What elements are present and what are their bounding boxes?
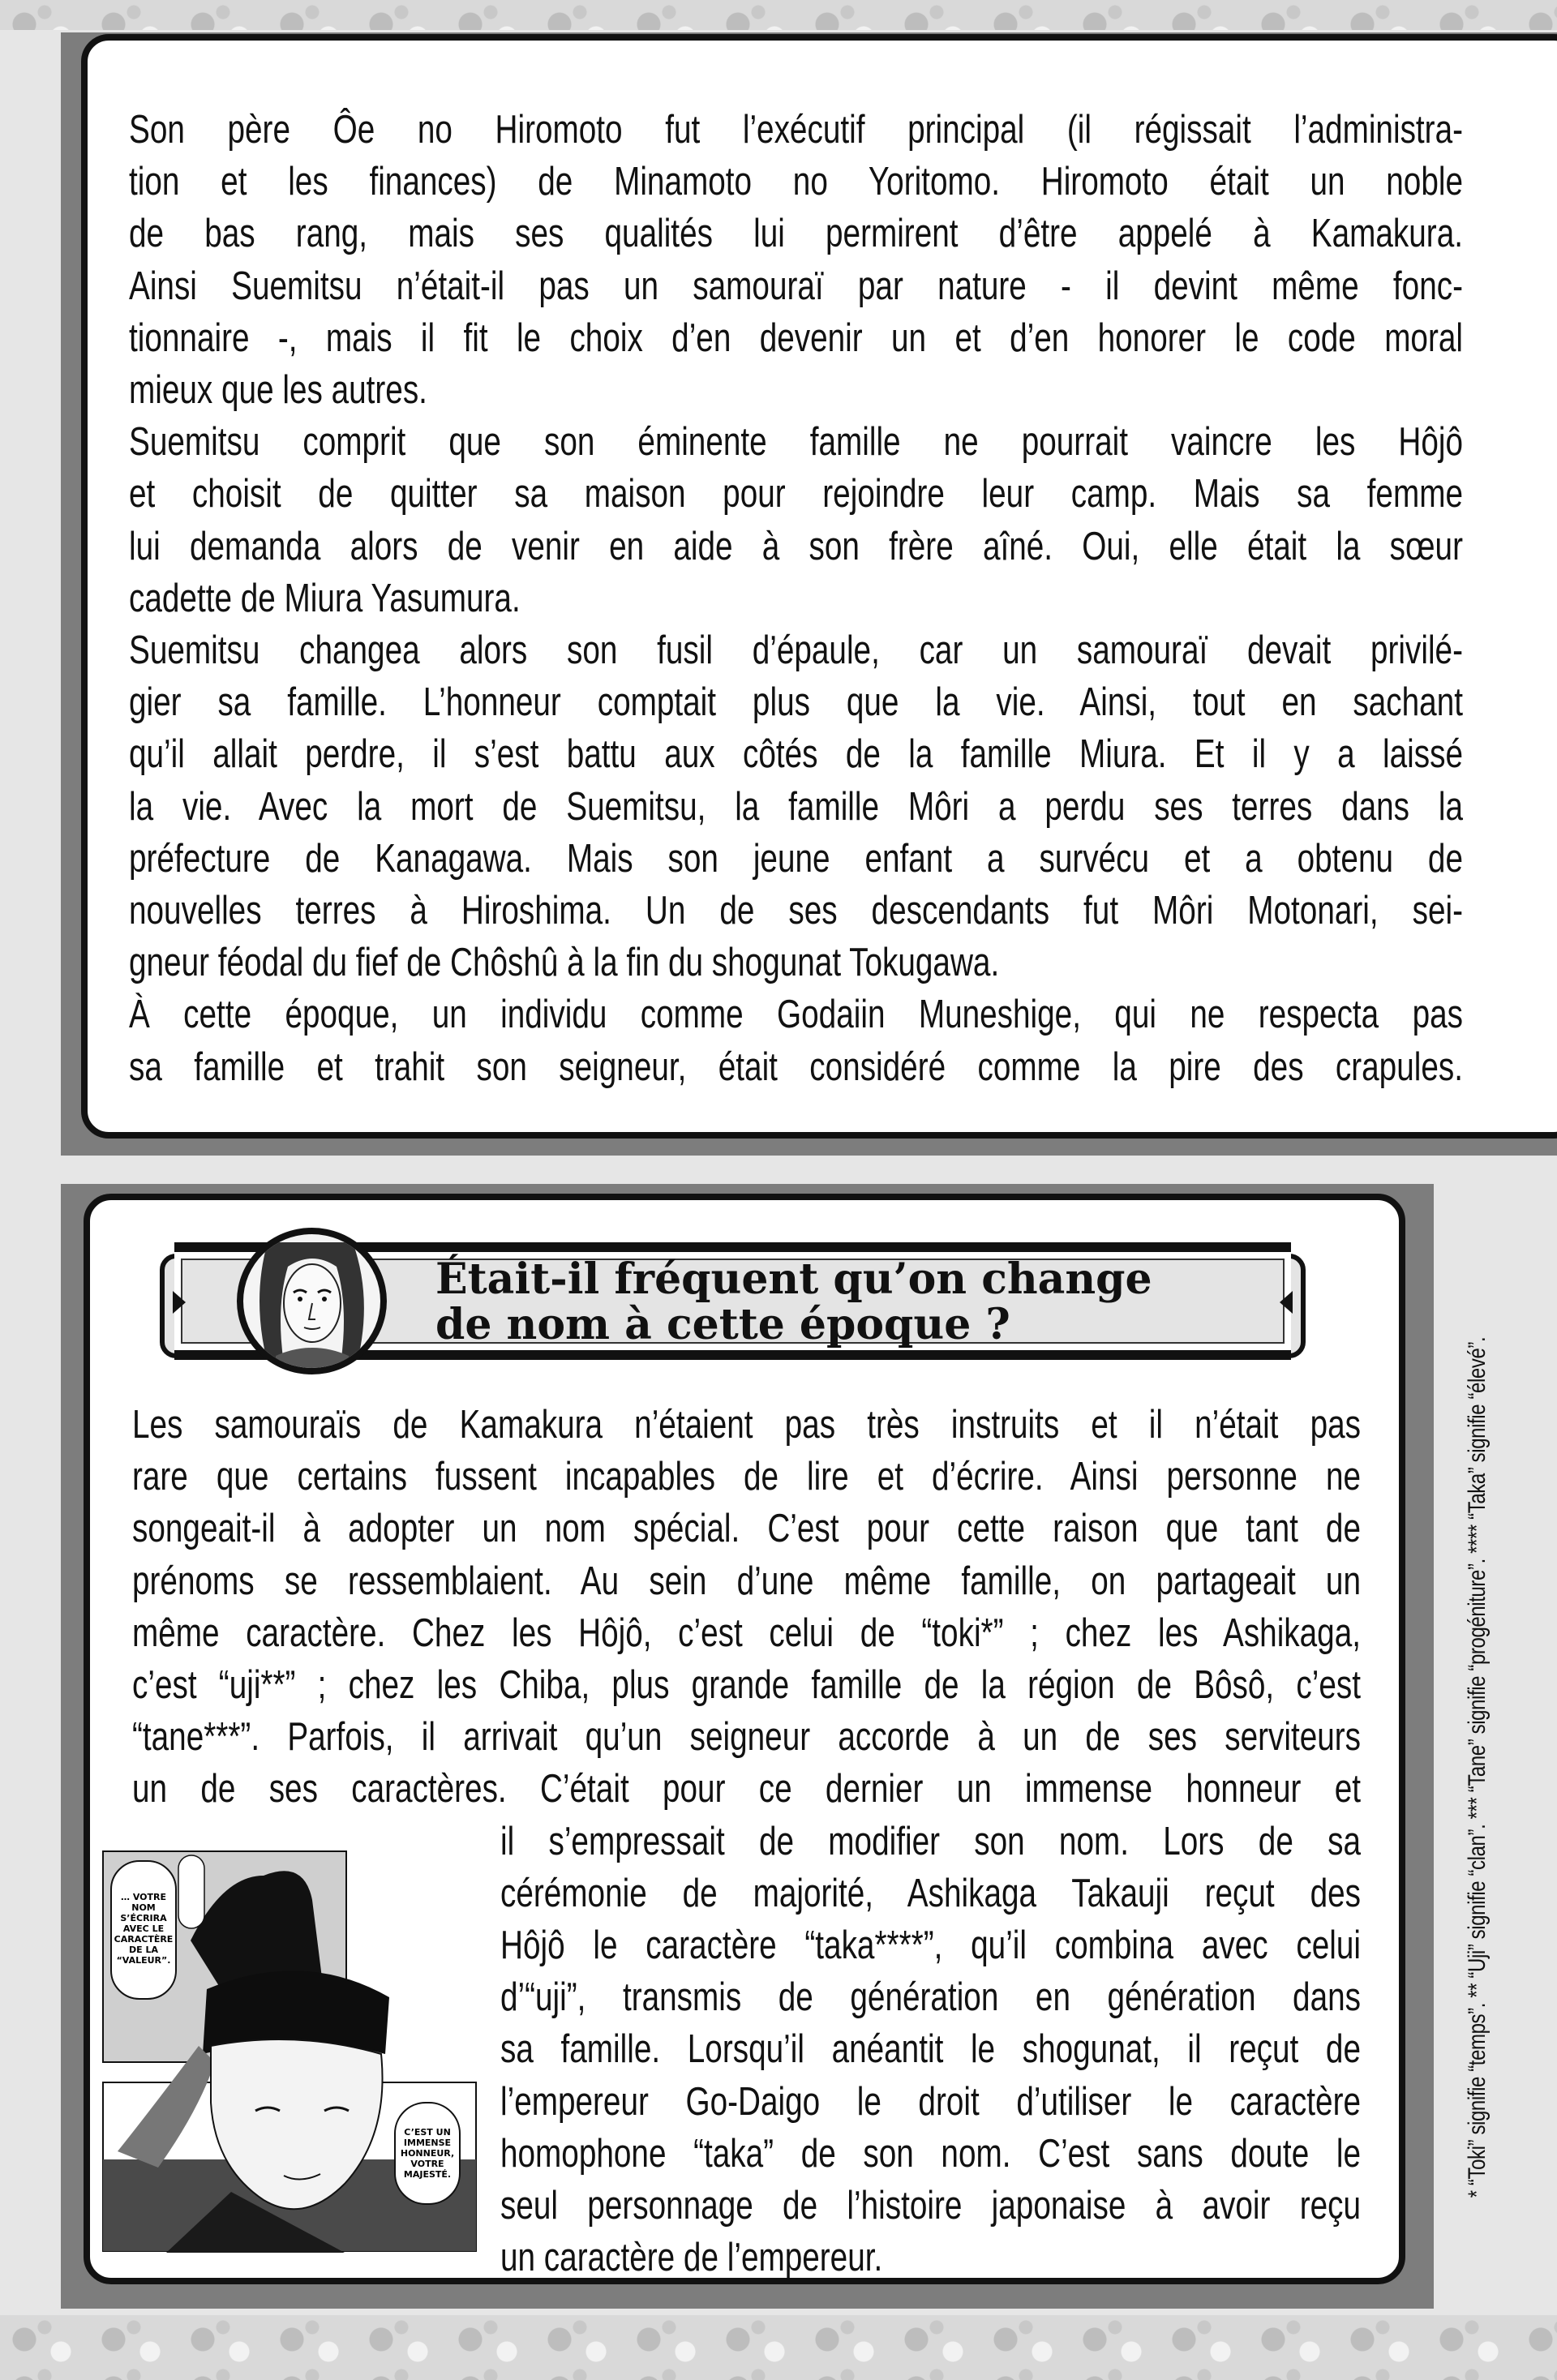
- paragraph-line: lui demanda alors de venir en aide à son frère aîné. Oui, elle était la sœur: [129, 524, 1463, 568]
- paragraph-line: préfecture de Kanagawa. Mais son jeune enfant a survécu et a obtenu de: [129, 836, 1463, 881]
- paragraph-line: Ainsi Suemitsu n’était-il pas un samouraï par nature - il devint même fonc-: [129, 264, 1463, 308]
- speech-bubble-2: [401, 2127, 454, 2180]
- paragraph-line: tionnaire -, mais il fit le choix d’en devenir un et d’en honorer le code moral: [129, 315, 1463, 360]
- paragraph-line: Son père Ôe no Hiromoto fut l’exécutif principal (il régissait l’administra-: [129, 108, 1463, 152]
- speech-bubble-line: IMMENSE: [403, 2138, 452, 2148]
- speech-bubble-line: AVEC LE: [122, 1923, 165, 1934]
- paragraph-line: sa famille et trahit son seigneur, était considéré comme la pire des crapules.: [129, 1044, 1463, 1089]
- paragraph-line: de bas rang, mais ses qualités lui permirent d’être appelé à Kamakura.: [129, 212, 1463, 256]
- paragraph-line: qu’il allait perdre, il s’est battu aux côtés de la famille Miura. Et il y a laissé: [129, 732, 1463, 777]
- paragraph-line: songeait-il à adopter un nom spécial. C’est pour cette raison que tant de: [132, 1507, 1361, 1551]
- question-banner: [160, 1221, 1306, 1381]
- paragraph-line: d’“uji”, transmis de génération en génération dans: [500, 1975, 1361, 2020]
- paragraph-line: nouvelles terres à Hiroshima. Un de ses descendants fut Môri Motonari, sei-: [129, 889, 1463, 933]
- paragraph-line: Hôjô le caractère “taka****”, qu’il combina avec celui: [500, 1923, 1361, 1967]
- banner-title: [435, 1254, 1152, 1349]
- paragraph-line: rare que certains fussent incapables de lire et d’écrire. Ainsi personne ne: [132, 1455, 1361, 1499]
- paragraph-line: “tane***”. Parfois, il arrivait qu’un seigneur accorde à un de ses serviteurs: [132, 1715, 1361, 1760]
- arrow-left-icon: [1280, 1291, 1293, 1314]
- paragraph-line: sa famille. Lorsqu’il anéantit le shogunat, il reçut de: [500, 2027, 1361, 2072]
- paragraph-line: Suemitsu comprit que son éminente famille ne pourrait vaincre les Hôjô: [129, 420, 1463, 465]
- paragraph-line: l’empereur Go-Daigo le droit d’utiliser le caractère: [500, 2079, 1361, 2124]
- paragraph-line: c’est “uji**” ; chez les Chiba, plus grande famille de la région de Bôsô, c’est: [132, 1663, 1361, 1707]
- decorative-border-top: [0, 0, 1557, 30]
- paragraph-line: gneur féodal du fief de Chôshû à la fin du shogunat Tokugawa.: [129, 941, 1000, 985]
- paragraph-line: tion et les finances) de Minamoto no Yoritomo. Hiromoto était un noble: [129, 160, 1463, 204]
- paragraph-line: gier sa famille. L’honneur comptait plus que la vie. Ainsi, tout en sachant: [129, 680, 1463, 725]
- paragraph-line: seul personnage de l’histoire japonaise à avoir reçu: [500, 2184, 1361, 2228]
- portrait-avatar: [237, 1228, 387, 1374]
- paragraph-line: À cette époque, un individu comme Godaiin Muneshige, qui ne respecta pas: [129, 993, 1463, 1037]
- speech-bubble-line: “VALEUR”.: [116, 1955, 171, 1966]
- speech-bubble-line: CARACTÈRE: [114, 1934, 174, 1945]
- footnote-text: * “Toki” signifie “temps”. ** “Uji” signifie “clan”. *** “Tane” signifie “progéniture”. **** “Taka” signifie “élevé”.: [1464, 1337, 1491, 2198]
- decorative-border-bottom: [0, 2315, 1557, 2380]
- speech-bubble-line: C’EST UN: [404, 2127, 451, 2138]
- paragraph-line: homophone “taka” de son nom. C’est sans doute le: [500, 2131, 1361, 2176]
- speech-bubble-line: DE LA: [129, 1945, 158, 1955]
- paragraph-line: prénoms se ressemblaient. Au sein d’une même famille, on partageait un: [132, 1559, 1361, 1603]
- speech-bubble-line: HONNEUR,: [400, 2148, 455, 2159]
- arrow-right-icon: [173, 1291, 186, 1314]
- paragraph-line: Les samouraïs de Kamakura n’étaient pas très instruits et il n’était pas: [132, 1403, 1361, 1447]
- paragraph-line: même caractère. Chez les Hôjô, c’est celui de “toki*” ; chez les Ashikaga,: [132, 1610, 1361, 1655]
- banner-title-line-1: Était-il fréquent qu’on change: [435, 1254, 1152, 1304]
- manga-illustration: [101, 1843, 484, 2253]
- paragraph-line: Suemitsu changea alors son fusil d’épaule, car un samouraï devait privilé-: [129, 628, 1463, 672]
- speech-bubble-line: … VOTRE: [121, 1892, 166, 1902]
- speech-bubble-line: VOTRE: [410, 2159, 444, 2169]
- speech-bubble-line: NOM: [131, 1902, 156, 1913]
- paragraph-line: un caractère de l’empereur.: [500, 2236, 883, 2280]
- paragraph-line: et choisit de quitter sa maison pour rejoindre leur camp. Mais sa femme: [129, 472, 1463, 517]
- paragraph-line: il s’empressait de modifier son nom. Lors de sa: [500, 1819, 1361, 1863]
- banner-title-line-2: de nom à cette époque ?: [435, 1300, 1010, 1349]
- paragraph-line: cadette de Miura Yasumura.: [129, 576, 521, 620]
- footnotes: [1464, 1192, 1491, 2344]
- speech-bubble-line: S’ÉCRIRA: [120, 1913, 167, 1923]
- paragraph-line: mieux que les autres.: [129, 368, 427, 412]
- paragraph-line: cérémonie de majorité, Ashikaga Takauji reçut des: [500, 1871, 1361, 1915]
- paragraph-line: un de ses caractères. C’était pour ce dernier un immense honneur et: [132, 1767, 1361, 1812]
- paragraph-line: la vie. Avec la mort de Suemitsu, la famille Môri a perdu ses terres dans la: [129, 784, 1463, 829]
- speech-bubble-line: MAJESTÉ.: [403, 2169, 452, 2180]
